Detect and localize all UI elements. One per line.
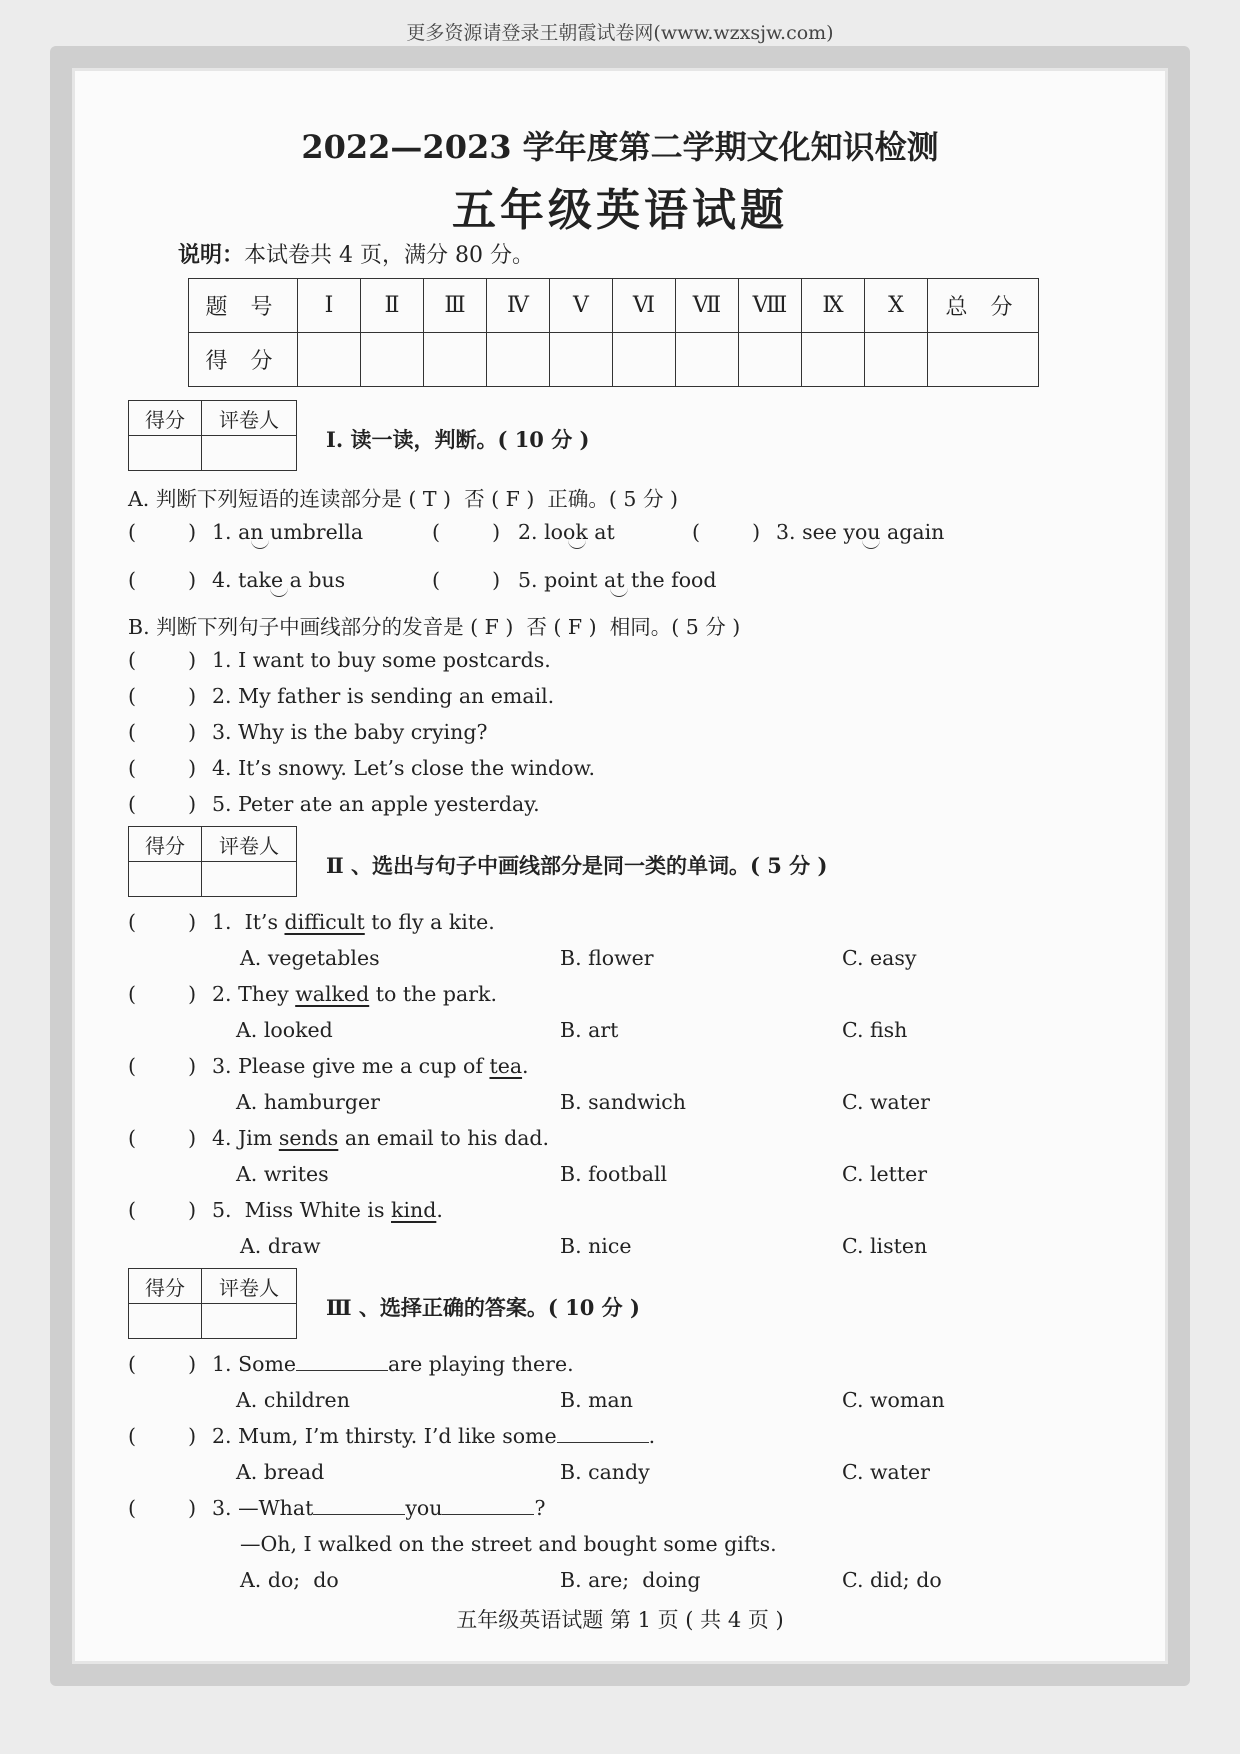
- section-2-title: Ⅱ 、选出与句子中画线部分是同一类的单词。( 5 分 ): [326, 853, 828, 878]
- exam-title: 2022—2023 学年度第二学期文化知识检测: [301, 128, 939, 166]
- option-b[interactable]: B. are; doing: [560, 1568, 701, 1592]
- option-a[interactable]: A. writes: [236, 1162, 329, 1186]
- answer-paren[interactable]: ( ): [128, 792, 197, 816]
- part-a-item: 5. point at the food: [518, 568, 717, 592]
- answer-paren[interactable]: ( ): [128, 520, 197, 544]
- answer-paren[interactable]: ( ): [128, 1126, 197, 1150]
- option-c[interactable]: C. letter: [842, 1162, 928, 1186]
- grader-box: 得分 评卷人: [128, 826, 297, 897]
- part-b-item: 4. It’s snowy. Let’s close the window.: [212, 756, 596, 780]
- answer-paren[interactable]: ( ): [128, 568, 197, 592]
- option-b[interactable]: B. man: [560, 1388, 633, 1412]
- part-b-item: 3. Why is the baby crying?: [212, 720, 488, 744]
- score-table: 题 号 Ⅰ Ⅱ Ⅲ Ⅳ Ⅴ Ⅵ Ⅶ Ⅷ Ⅸ Ⅹ 总 分 得 分: [188, 278, 1039, 387]
- option-b[interactable]: B. nice: [560, 1234, 632, 1258]
- part-b-item: 1. I want to buy some postcards.: [212, 648, 551, 672]
- score-cell[interactable]: [802, 333, 865, 387]
- score-cell[interactable]: [865, 333, 928, 387]
- score-cell[interactable]: [361, 333, 424, 387]
- answer-paren[interactable]: ( ): [128, 720, 197, 744]
- score-cell-total[interactable]: [928, 333, 1039, 387]
- option-c[interactable]: C. did; do: [842, 1568, 942, 1592]
- question-stem: 4. Jim sends an email to his dad.: [212, 1126, 550, 1150]
- watermark: 更多资源请登录王朝霞试卷网(www.wzxsjw.com): [406, 22, 834, 44]
- option-a[interactable]: A. hamburger: [236, 1090, 380, 1114]
- option-b[interactable]: B. football: [560, 1162, 668, 1186]
- fill-blank[interactable]: [313, 1496, 405, 1515]
- answer-paren[interactable]: ( ): [432, 568, 501, 592]
- option-a[interactable]: A. children: [236, 1388, 350, 1412]
- part-b-item: 2. My father is sending an email.: [212, 684, 555, 708]
- grader-box: 得分 评卷人: [128, 400, 297, 471]
- answer-paren[interactable]: ( ): [432, 520, 501, 544]
- grader-box: 得分 评卷人: [128, 1268, 297, 1339]
- answer-paren[interactable]: ( ): [692, 520, 761, 544]
- page-footer: 五年级英语试题 第 1 页 ( 共 4 页 ): [456, 1608, 784, 1632]
- question-stem: 2. They walked to the park.: [212, 982, 497, 1006]
- answer-paren[interactable]: ( ): [128, 1198, 197, 1222]
- part-a-item: 1. an umbrella: [212, 520, 364, 544]
- option-a[interactable]: A. bread: [236, 1460, 325, 1484]
- question-stem: 5. Miss White is kind.: [212, 1198, 443, 1222]
- option-a[interactable]: A. vegetables: [240, 946, 380, 970]
- answer-paren[interactable]: ( ): [128, 648, 197, 672]
- fill-blank[interactable]: [296, 1352, 388, 1371]
- score-cell[interactable]: [424, 333, 487, 387]
- score-table-score-label: 得 分: [189, 333, 298, 387]
- option-b[interactable]: B. candy: [560, 1460, 650, 1484]
- option-a[interactable]: A. draw: [240, 1234, 321, 1258]
- question-stem: 1. It’s difficult to fly a kite.: [212, 910, 495, 934]
- part-a-item: 2. look at: [518, 520, 615, 544]
- answer-paren[interactable]: ( ): [128, 1424, 197, 1448]
- option-c[interactable]: C. listen: [842, 1234, 928, 1258]
- section-1-title: Ⅰ. 读一读，判断。( 10 分 ): [326, 427, 590, 452]
- score-cell[interactable]: [676, 333, 739, 387]
- score-cell[interactable]: [739, 333, 802, 387]
- part-a-item: 3. see you again: [776, 520, 945, 544]
- answer-paren[interactable]: ( ): [128, 910, 197, 934]
- exam-subtitle: 五年级英语试题: [452, 185, 788, 236]
- score-cell[interactable]: [550, 333, 613, 387]
- option-c[interactable]: C. fish: [842, 1018, 908, 1042]
- question-stem: 1. Some are playing there.: [212, 1352, 574, 1376]
- part-b-title: B. 判断下列句子中画线部分的发音是 ( F ) 否 ( F ) 相同。( 5 分 ): [128, 615, 741, 639]
- score-cell[interactable]: [298, 333, 361, 387]
- option-c[interactable]: C. water: [842, 1460, 930, 1484]
- option-c[interactable]: C. easy: [842, 946, 917, 970]
- answer-paren[interactable]: ( ): [128, 756, 197, 780]
- fill-blank[interactable]: [442, 1496, 534, 1515]
- option-b[interactable]: B. sandwich: [560, 1090, 686, 1114]
- question-response: —Oh, I walked on the street and bought some gifts.: [240, 1532, 777, 1556]
- option-a[interactable]: A. looked: [236, 1018, 333, 1042]
- part-a-item: 4. take a bus: [212, 568, 346, 592]
- score-table-total-label: 总 分: [928, 279, 1039, 333]
- question-stem: 3. Please give me a cup of tea.: [212, 1054, 529, 1078]
- fill-blank[interactable]: [557, 1424, 649, 1443]
- option-c[interactable]: C. water: [842, 1090, 930, 1114]
- answer-paren[interactable]: ( ): [128, 684, 197, 708]
- option-c[interactable]: C. woman: [842, 1388, 945, 1412]
- score-cell[interactable]: [487, 333, 550, 387]
- score-cell[interactable]: [613, 333, 676, 387]
- score-table-header-label: 题 号: [189, 279, 298, 333]
- option-b[interactable]: B. flower: [560, 946, 654, 970]
- part-a-title: A. 判断下列短语的连读部分是 ( T ) 否 ( F ) 正确。( 5 分 ): [128, 487, 678, 511]
- answer-paren[interactable]: ( ): [128, 982, 197, 1006]
- answer-paren[interactable]: ( ): [128, 1496, 197, 1520]
- instructions: 说明：本试卷共 4 页，满分 80 分。: [178, 242, 534, 268]
- question-stem: 2. Mum, I’m thirsty. I’d like some .: [212, 1424, 656, 1448]
- question-stem: 3. —What you ?: [212, 1496, 546, 1520]
- answer-paren[interactable]: ( ): [128, 1054, 197, 1078]
- option-b[interactable]: B. art: [560, 1018, 619, 1042]
- section-3-title: Ⅲ 、选择正确的答案。( 10 分 ): [326, 1295, 640, 1320]
- part-b-item: 5. Peter ate an apple yesterday.: [212, 792, 540, 816]
- option-a[interactable]: A. do; do: [240, 1568, 339, 1592]
- answer-paren[interactable]: ( ): [128, 1352, 197, 1376]
